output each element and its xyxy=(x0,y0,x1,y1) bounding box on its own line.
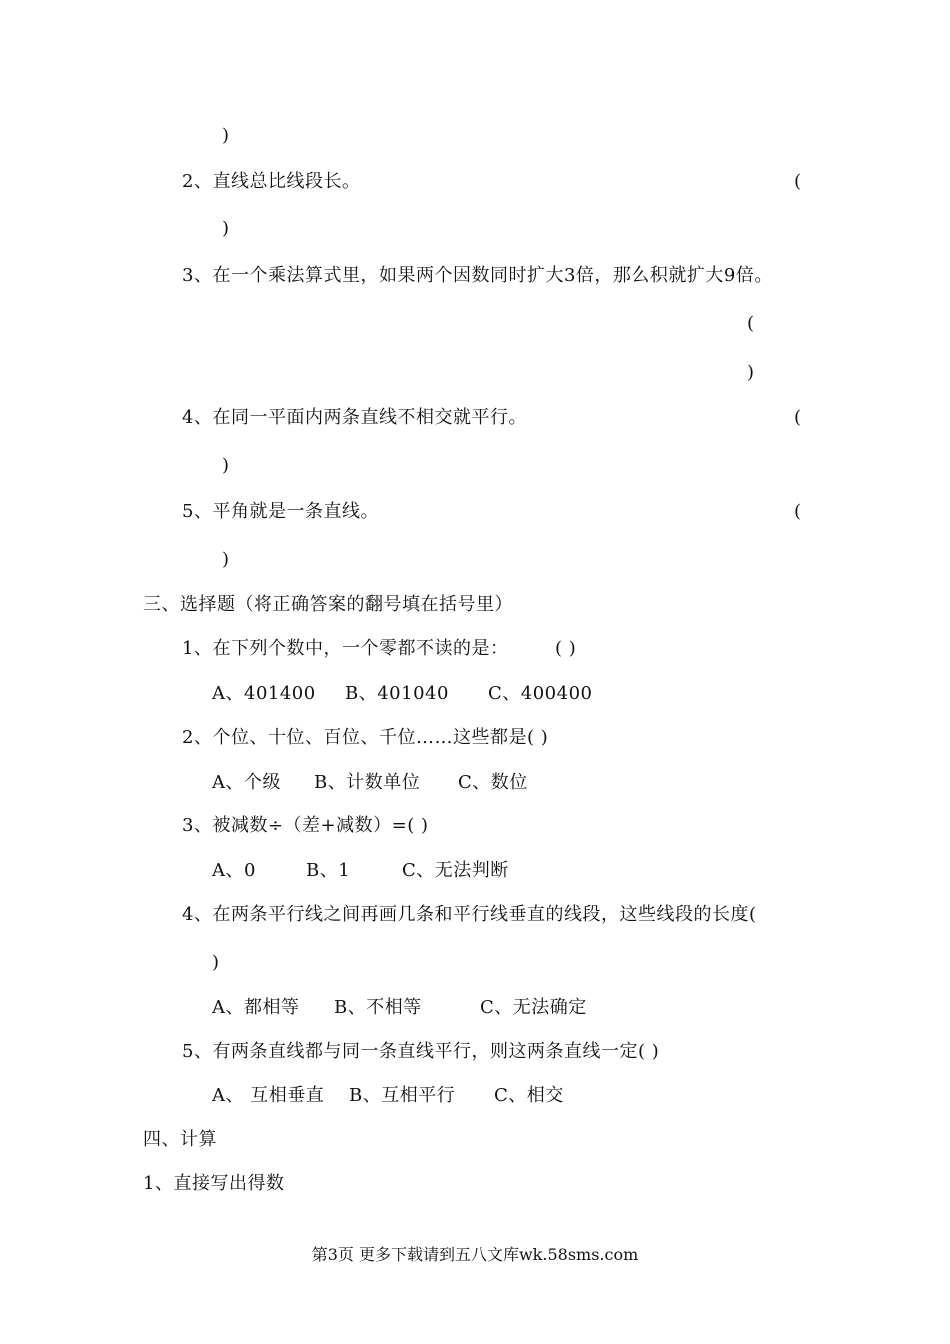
choice-q5-option-b: B、互相平行 xyxy=(349,1085,456,1106)
choice-q4-text: 4、在两条平行线之间再画几条和平行线垂直的线段，这些线段的长度( xyxy=(182,904,757,925)
choice-heading: 三、选择题（将正确答案的翻号填在括号里） xyxy=(143,594,513,615)
judge-q5-close-paren: ) xyxy=(222,549,230,570)
judge-q4-open-paren: ( xyxy=(794,407,802,428)
judge-q5-open-paren: ( xyxy=(794,501,802,522)
judge-q2-text: 2、直线总比线段长。 xyxy=(182,171,361,192)
calc-heading: 四、计算 xyxy=(143,1129,217,1150)
judge-q4-close-paren: ) xyxy=(222,455,230,476)
choice-q5-option-c: C、相交 xyxy=(494,1085,564,1106)
choice-q4-option-b: B、不相等 xyxy=(334,997,422,1018)
judge-q3-close-paren: ) xyxy=(747,362,755,383)
choice-q4-close-paren: ) xyxy=(212,952,220,973)
choice-q1-option-b: B、401040 xyxy=(345,683,449,704)
judge-q2-open-paren: ( xyxy=(794,171,802,192)
choice-q1-option-a: A、401400 xyxy=(212,683,316,704)
choice-q1-text: 1、在下列个数中，一个零都不读的是： xyxy=(182,638,509,659)
choice-q3-option-b: B、1 xyxy=(306,860,351,881)
judge-q3-text: 3、在一个乘法算式里，如果两个因数同时扩大3倍，那么积就扩大9倍。 xyxy=(182,265,773,286)
choice-q4-option-a: A、都相等 xyxy=(212,997,300,1018)
choice-q5-text: 5、有两条直线都与同一条直线平行，则这两条直线一定( ) xyxy=(182,1041,660,1062)
choice-q3-option-c: C、无法判断 xyxy=(402,860,509,881)
judge-q5-text: 5、平角就是一条直线。 xyxy=(182,501,379,522)
choice-q2-option-c: C、数位 xyxy=(458,772,528,793)
choice-q3-option-a: A、0 xyxy=(212,860,256,881)
choice-q2-option-a: A、个级 xyxy=(212,772,281,793)
judge-q1-close-paren: ) xyxy=(222,125,230,146)
choice-q1-paren: ( ) xyxy=(555,638,577,659)
choice-q5-option-a: A、 互相垂直 xyxy=(212,1085,325,1106)
choice-q4-option-c: C、无法确定 xyxy=(480,997,587,1018)
choice-q2-text: 2、个位、十位、百位、千位……这些都是( ) xyxy=(182,727,549,748)
choice-q1-option-c: C、400400 xyxy=(488,683,593,704)
calc-subheading: 1、直接写出得数 xyxy=(143,1173,285,1194)
judge-q3-open-paren: ( xyxy=(747,313,755,334)
choice-q2-option-b: B、计数单位 xyxy=(314,772,421,793)
judge-q4-text: 4、在同一平面内两条直线不相交就平行。 xyxy=(182,407,527,428)
choice-q3-text: 3、被减数÷（差+减数）=( ) xyxy=(182,815,429,836)
page-footer: 第3页 更多下载请到五八文库wk.58sms.com xyxy=(311,1245,639,1264)
judge-q2-close-paren: ) xyxy=(222,218,230,239)
